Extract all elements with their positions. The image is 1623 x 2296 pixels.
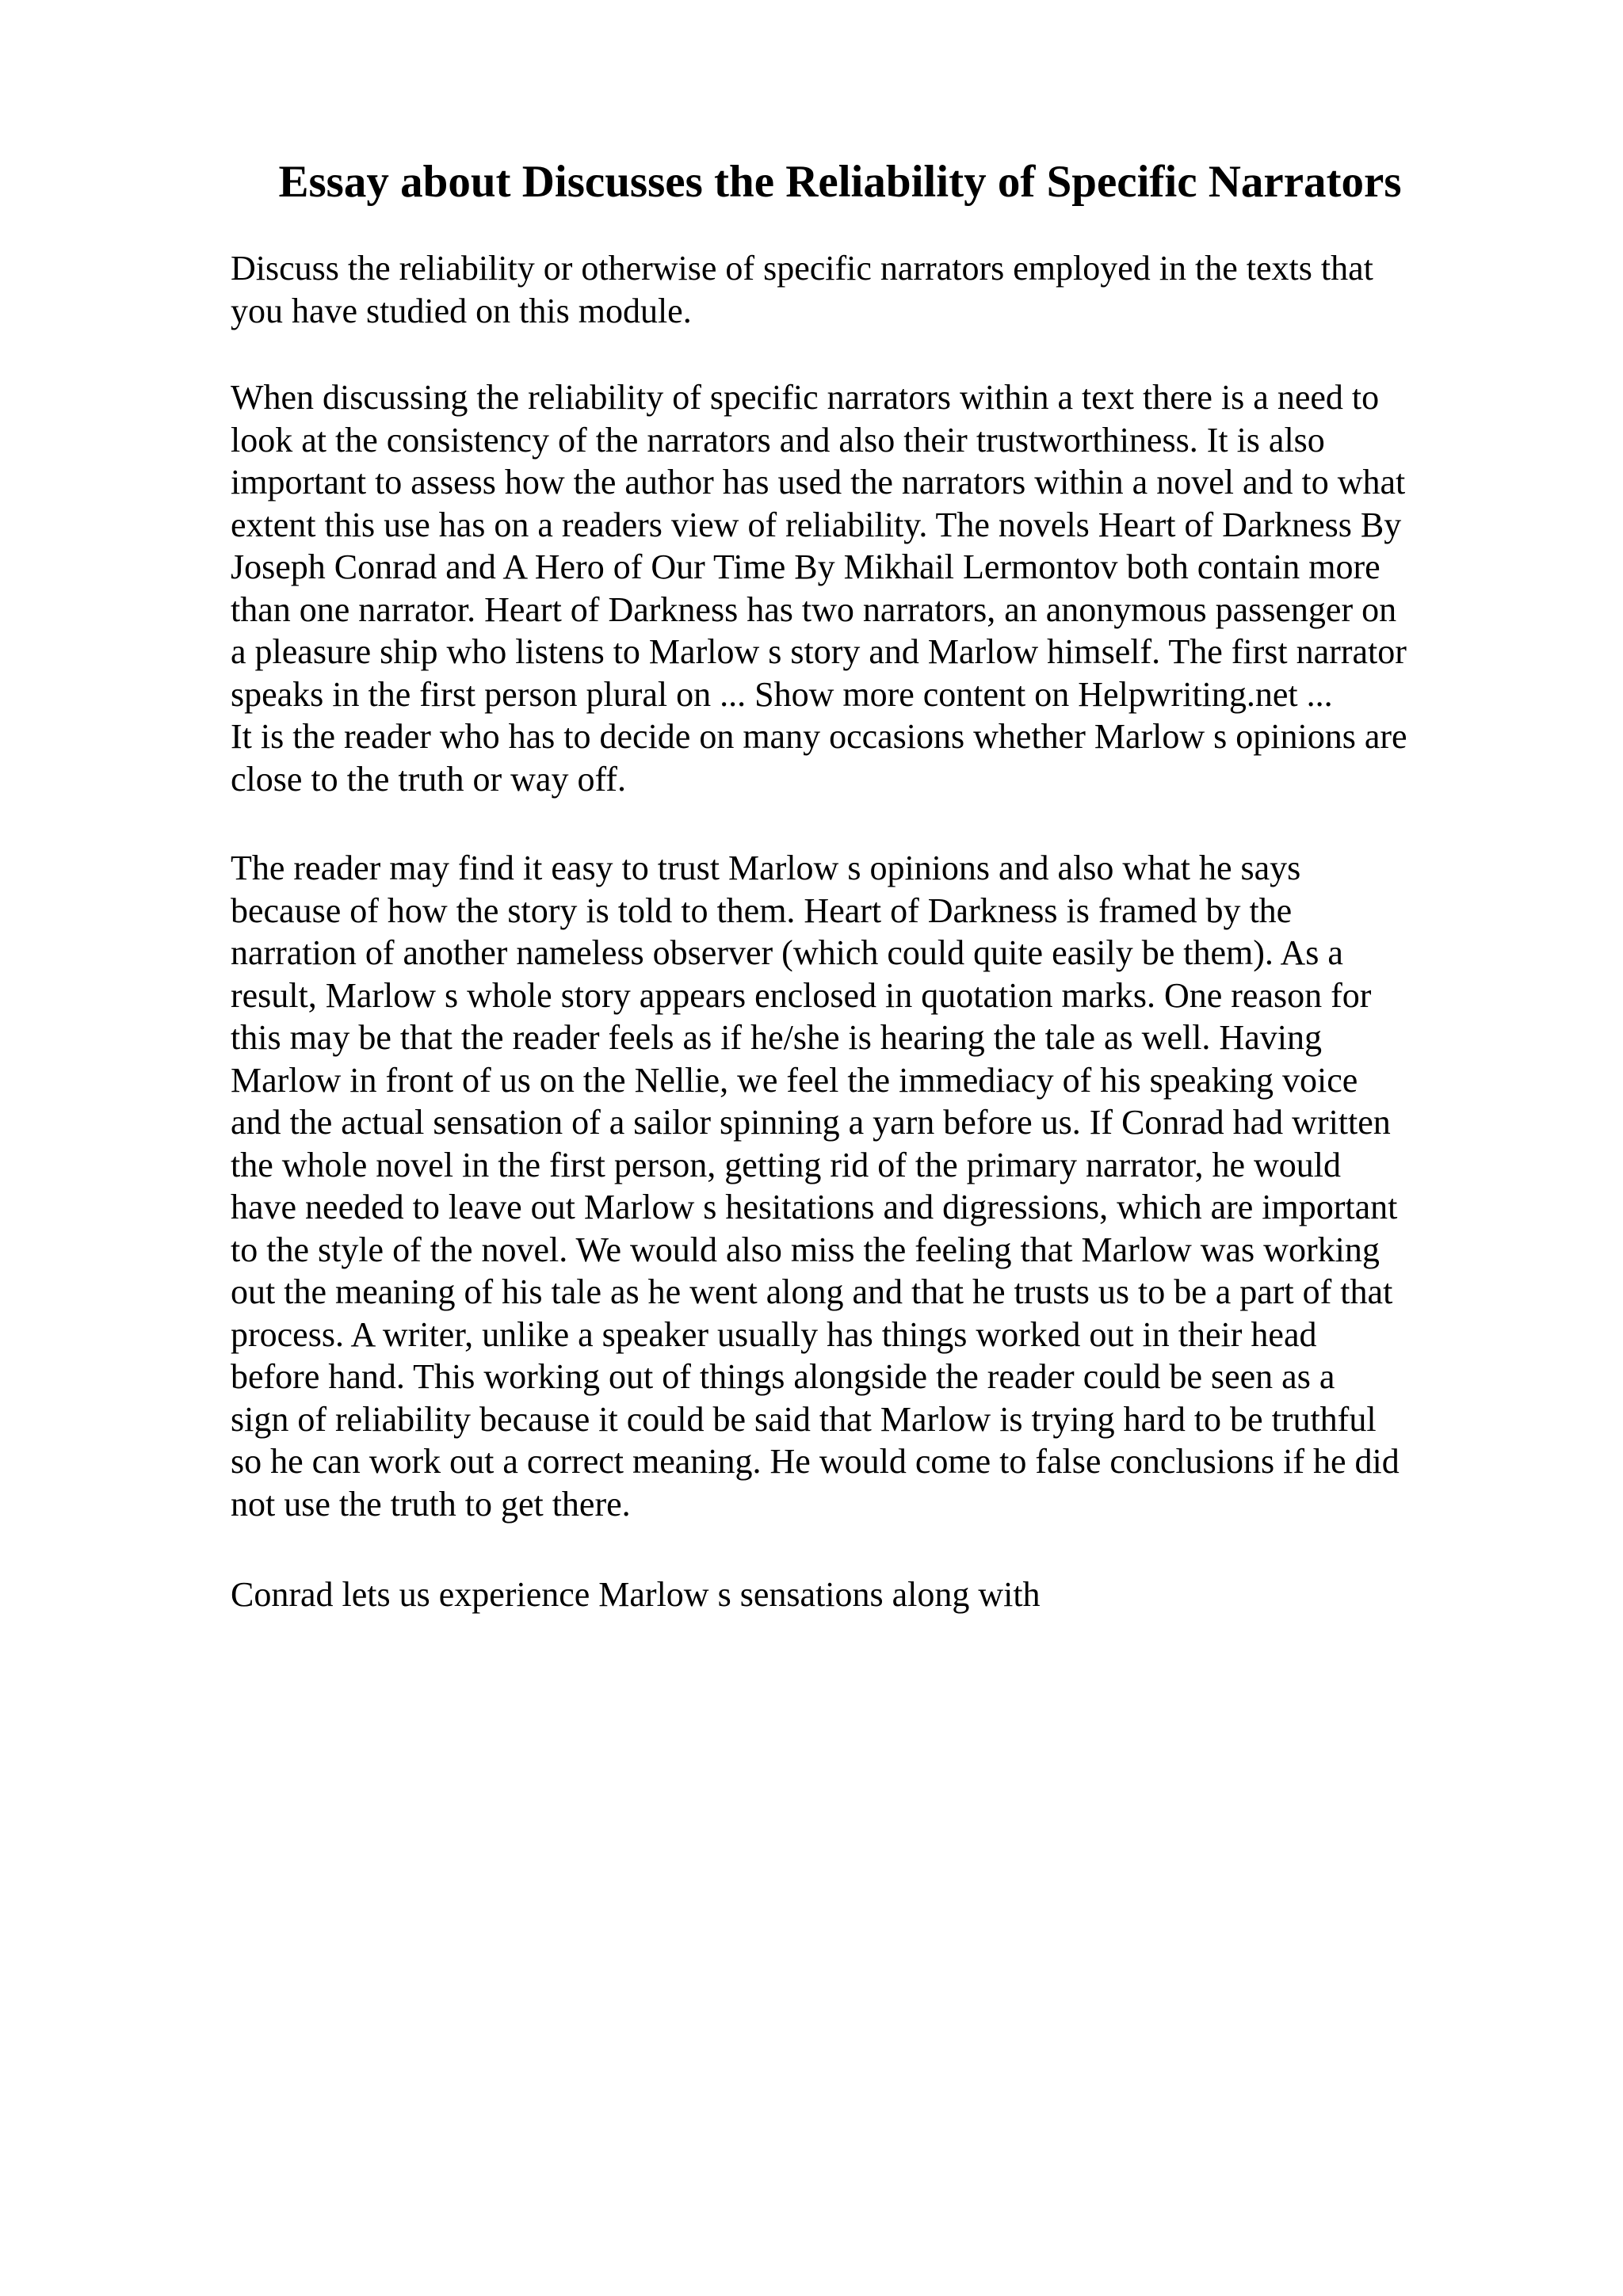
text-line: you have studied on this module. bbox=[231, 291, 692, 330]
text-line: before hand. This working out of things alongside the reader could be seen as a bbox=[231, 1357, 1335, 1396]
text-line: have needed to leave out Marlow s hesitations and digressions, which are important bbox=[231, 1188, 1398, 1226]
text-line: result, Marlow s whole story appears enclosed in quotation marks. One reason for bbox=[231, 975, 1372, 1015]
text-line: this may be that the reader feels as if he/she is hearing the tale as well. Having bbox=[231, 1018, 1322, 1057]
text-line: sign of reliability because it could be said that Marlow is trying hard to be truthful bbox=[231, 1399, 1377, 1439]
text-line: the whole novel in the first person, getting rid of the primary narrator, he would bbox=[231, 1145, 1341, 1184]
text-line: Conrad lets us experience Marlow s sensations along with bbox=[231, 1575, 1041, 1614]
text-line: When discussing the reliability of specific narrators within a text there is a need to bbox=[231, 378, 1380, 417]
text-line: Marlow in front of us on the Nellie, we feel the immediacy of his speaking voice bbox=[231, 1060, 1358, 1100]
text-line: look at the consistency of the narrators and also their trustworthiness. It is also bbox=[231, 420, 1325, 460]
text-line: important to assess how the author has used the narrators within a novel and to what bbox=[231, 463, 1406, 502]
text-line: Discuss the reliability or otherwise of specific narrators employed in the texts that bbox=[231, 249, 1373, 288]
text-line: so he can work out a correct meaning. He would come to false conclusions if he did bbox=[231, 1442, 1400, 1481]
document-title: Essay about Discusses the Reliability of Specific Narrators bbox=[278, 157, 1402, 207]
text-line: not use the truth to get there. bbox=[231, 1484, 631, 1524]
text-line: narration of another nameless observer (which could quite easily be them). As a bbox=[231, 933, 1343, 972]
text-line: extent this use has on a readers view of reliability. The novels Heart of Darkness By bbox=[231, 505, 1402, 544]
text-line: The reader may find it easy to trust Marlow s opinions and also what he says bbox=[231, 849, 1301, 887]
text-line: Joseph Conrad and A Hero of Our Time By Mikhail Lermontov both contain more bbox=[231, 547, 1381, 586]
text-line: out the meaning of his tale as he went along and that he trusts us to be a part of that bbox=[231, 1272, 1393, 1311]
essay-prompt bbox=[231, 247, 1499, 332]
text-line: than one narrator. Heart of Darkness has two narrators, an anonymous passenger on bbox=[231, 589, 1397, 629]
paragraph-3 bbox=[231, 1573, 1499, 1616]
text-line: process. A writer, unlike a speaker usually has things worked out in their head bbox=[231, 1314, 1317, 1354]
paragraph-2 bbox=[231, 847, 1499, 1525]
text-line: a pleasure ship who listens to Marlow s story and Marlow himself. The first narrator bbox=[231, 632, 1407, 671]
text-line: It is the reader who has to decide on many occasions whether Marlow s opinions are bbox=[231, 717, 1407, 756]
text-line: to the style of the novel. We would also miss the feeling that Marlow was working bbox=[231, 1230, 1380, 1269]
text-line: close to the truth or way off. bbox=[231, 759, 626, 799]
text-line: because of how the story is told to them. Heart of Darkness is framed by the bbox=[231, 891, 1293, 930]
paragraph-1 bbox=[231, 376, 1499, 800]
text-line: speaks in the first person plural on ... Show more content on Helpwriting.net ... bbox=[231, 674, 1333, 714]
text-line: and the actual sensation of a sailor spinning a yarn before us. If Conrad had written bbox=[231, 1103, 1391, 1142]
